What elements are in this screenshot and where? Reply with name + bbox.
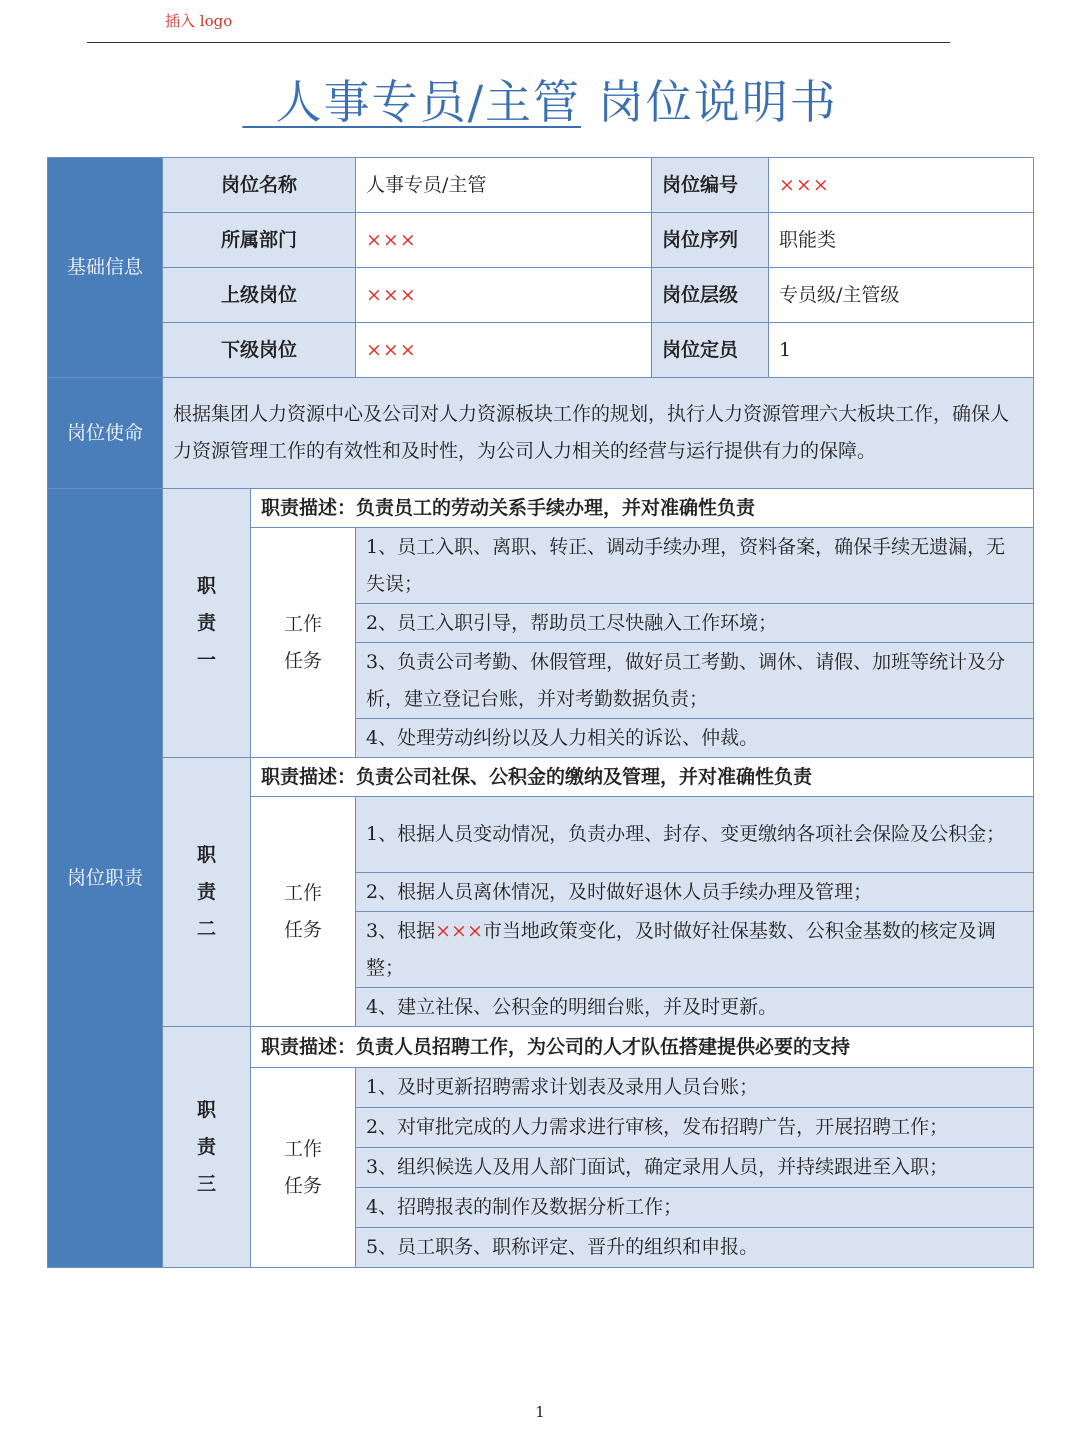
duty-2-task-3-rest: 市当地政策变化，及时做好社保基数、公积金基数的核定及调整；: [366, 919, 996, 979]
duty-1-task-label: 工作 任务: [251, 528, 356, 758]
title-suffix: 岗位说明书: [597, 75, 838, 129]
value-position-code: ×××: [769, 158, 1034, 213]
value-position-name: 人事专员/主管: [356, 158, 652, 213]
duty-2-task-label: 工作 任务: [251, 797, 356, 1027]
duty-1-task-1: 1、员工入职、离职、转正、调动手续办理，资料备案，确保手续无遗漏，无失误；: [356, 528, 1034, 604]
duty-3-task-5: 5、员工职务、职称评定、晋升的组织和申报。: [356, 1228, 1034, 1268]
page-title: [0, 66, 1080, 132]
duty-3-task-3: 3、组织候选人及用人部门面试，确定录用人员，并持续跟进至入职；: [356, 1148, 1034, 1188]
value-subordinate: ×××: [356, 323, 652, 378]
duty2-desc-row: [48, 758, 1034, 797]
value-superior: ×××: [356, 268, 652, 323]
section-basic-info: 基础信息: [48, 158, 163, 378]
mission-row: [48, 378, 1034, 489]
basic-row-1: [48, 158, 1034, 213]
duty-2-description: 职责描述：负责公司社保、公积金的缴纳及管理，并对准确性负责: [251, 758, 1034, 797]
label-position-name: 岗位名称: [163, 158, 356, 213]
duty-3-task-label: 工作 任务: [251, 1068, 356, 1268]
duty-3-description: 职责描述：负责人员招聘工作，为公司的人才队伍搭建提供必要的支持: [251, 1027, 1034, 1068]
duty-3-task-2: 2、对审批完成的人力需求进行审核，发布招聘广告，开展招聘工作；: [356, 1108, 1034, 1148]
duty-2-task-4: 4、建立社保、公积金的明细台账，并及时更新。: [356, 988, 1034, 1027]
page-number: 1: [535, 1403, 545, 1421]
duty-2-task-3-mark: ×××: [435, 919, 483, 942]
duty-1-task-2: 2、员工入职引导，帮助员工尽快融入工作环境；: [356, 604, 1034, 643]
label-position-level: 岗位层级: [652, 268, 769, 323]
duty-3-label: 职 责 三: [163, 1027, 251, 1268]
section-duties: 岗位职责: [48, 489, 163, 1268]
label-superior: 上级岗位: [163, 268, 356, 323]
duty-2-task-2: 2、根据人员离休情况，及时做好退休人员手续办理及管理；: [356, 873, 1034, 912]
duty-2-task-3: [356, 912, 1034, 988]
mission-text: 根据集团人力资源中心及公司对人力资源板块工作的规划，执行人力资源管理六大板块工作，确保人力资源管理工作的有效性和及时性，为公司人力相关的经营与运行提供有力的保障。: [163, 378, 1034, 489]
basic-row-3: [48, 268, 1034, 323]
basic-row-2: [48, 213, 1034, 268]
header-rule: [87, 42, 950, 43]
duty-1-label: 职 责 一: [163, 489, 251, 758]
label-position-sequence: 岗位序列: [652, 213, 769, 268]
duty-2-label: 职 责 二: [163, 758, 251, 1027]
value-headcount: 1: [769, 323, 1034, 378]
title-main: 人事专员/主管: [275, 75, 582, 129]
label-headcount: 岗位定员: [652, 323, 769, 378]
label-subordinate: 下级岗位: [163, 323, 356, 378]
value-department: ×××: [356, 213, 652, 268]
duty3-desc-row: [48, 1027, 1034, 1068]
duty-1-description: 职责描述：负责员工的劳动关系手续办理，并对准确性负责: [251, 489, 1034, 528]
duty-3-task-1: 1、及时更新招聘需求计划表及录用人员台账；: [356, 1068, 1034, 1108]
duty-1-task-4: 4、处理劳动纠纷以及人力相关的诉讼、仲裁。: [356, 719, 1034, 758]
job-description-table: [47, 157, 1034, 1268]
logo-placeholder: 插入 logo: [165, 12, 233, 30]
title-underline-pad: [242, 75, 275, 129]
duty1-desc-row: [48, 489, 1034, 528]
label-position-code: 岗位编号: [652, 158, 769, 213]
section-mission: 岗位使命: [48, 378, 163, 489]
value-position-level: 专员级/主管级: [769, 268, 1034, 323]
duty-2-task-1: 1、根据人员变动情况，负责办理、封存、变更缴纳各项社会保险及公积金；: [356, 797, 1034, 873]
label-department: 所属部门: [163, 213, 356, 268]
basic-row-4: [48, 323, 1034, 378]
duty-2-task-3-start: 3、根据: [366, 919, 436, 942]
value-position-sequence: 职能类: [769, 213, 1034, 268]
duty-1-task-3: 3、负责公司考勤、休假管理，做好员工考勤、调休、请假、加班等统计及分析，建立登记台账，并对考勤数据负责；: [356, 643, 1034, 719]
duty-3-task-4: 4、招聘报表的制作及数据分析工作；: [356, 1188, 1034, 1228]
